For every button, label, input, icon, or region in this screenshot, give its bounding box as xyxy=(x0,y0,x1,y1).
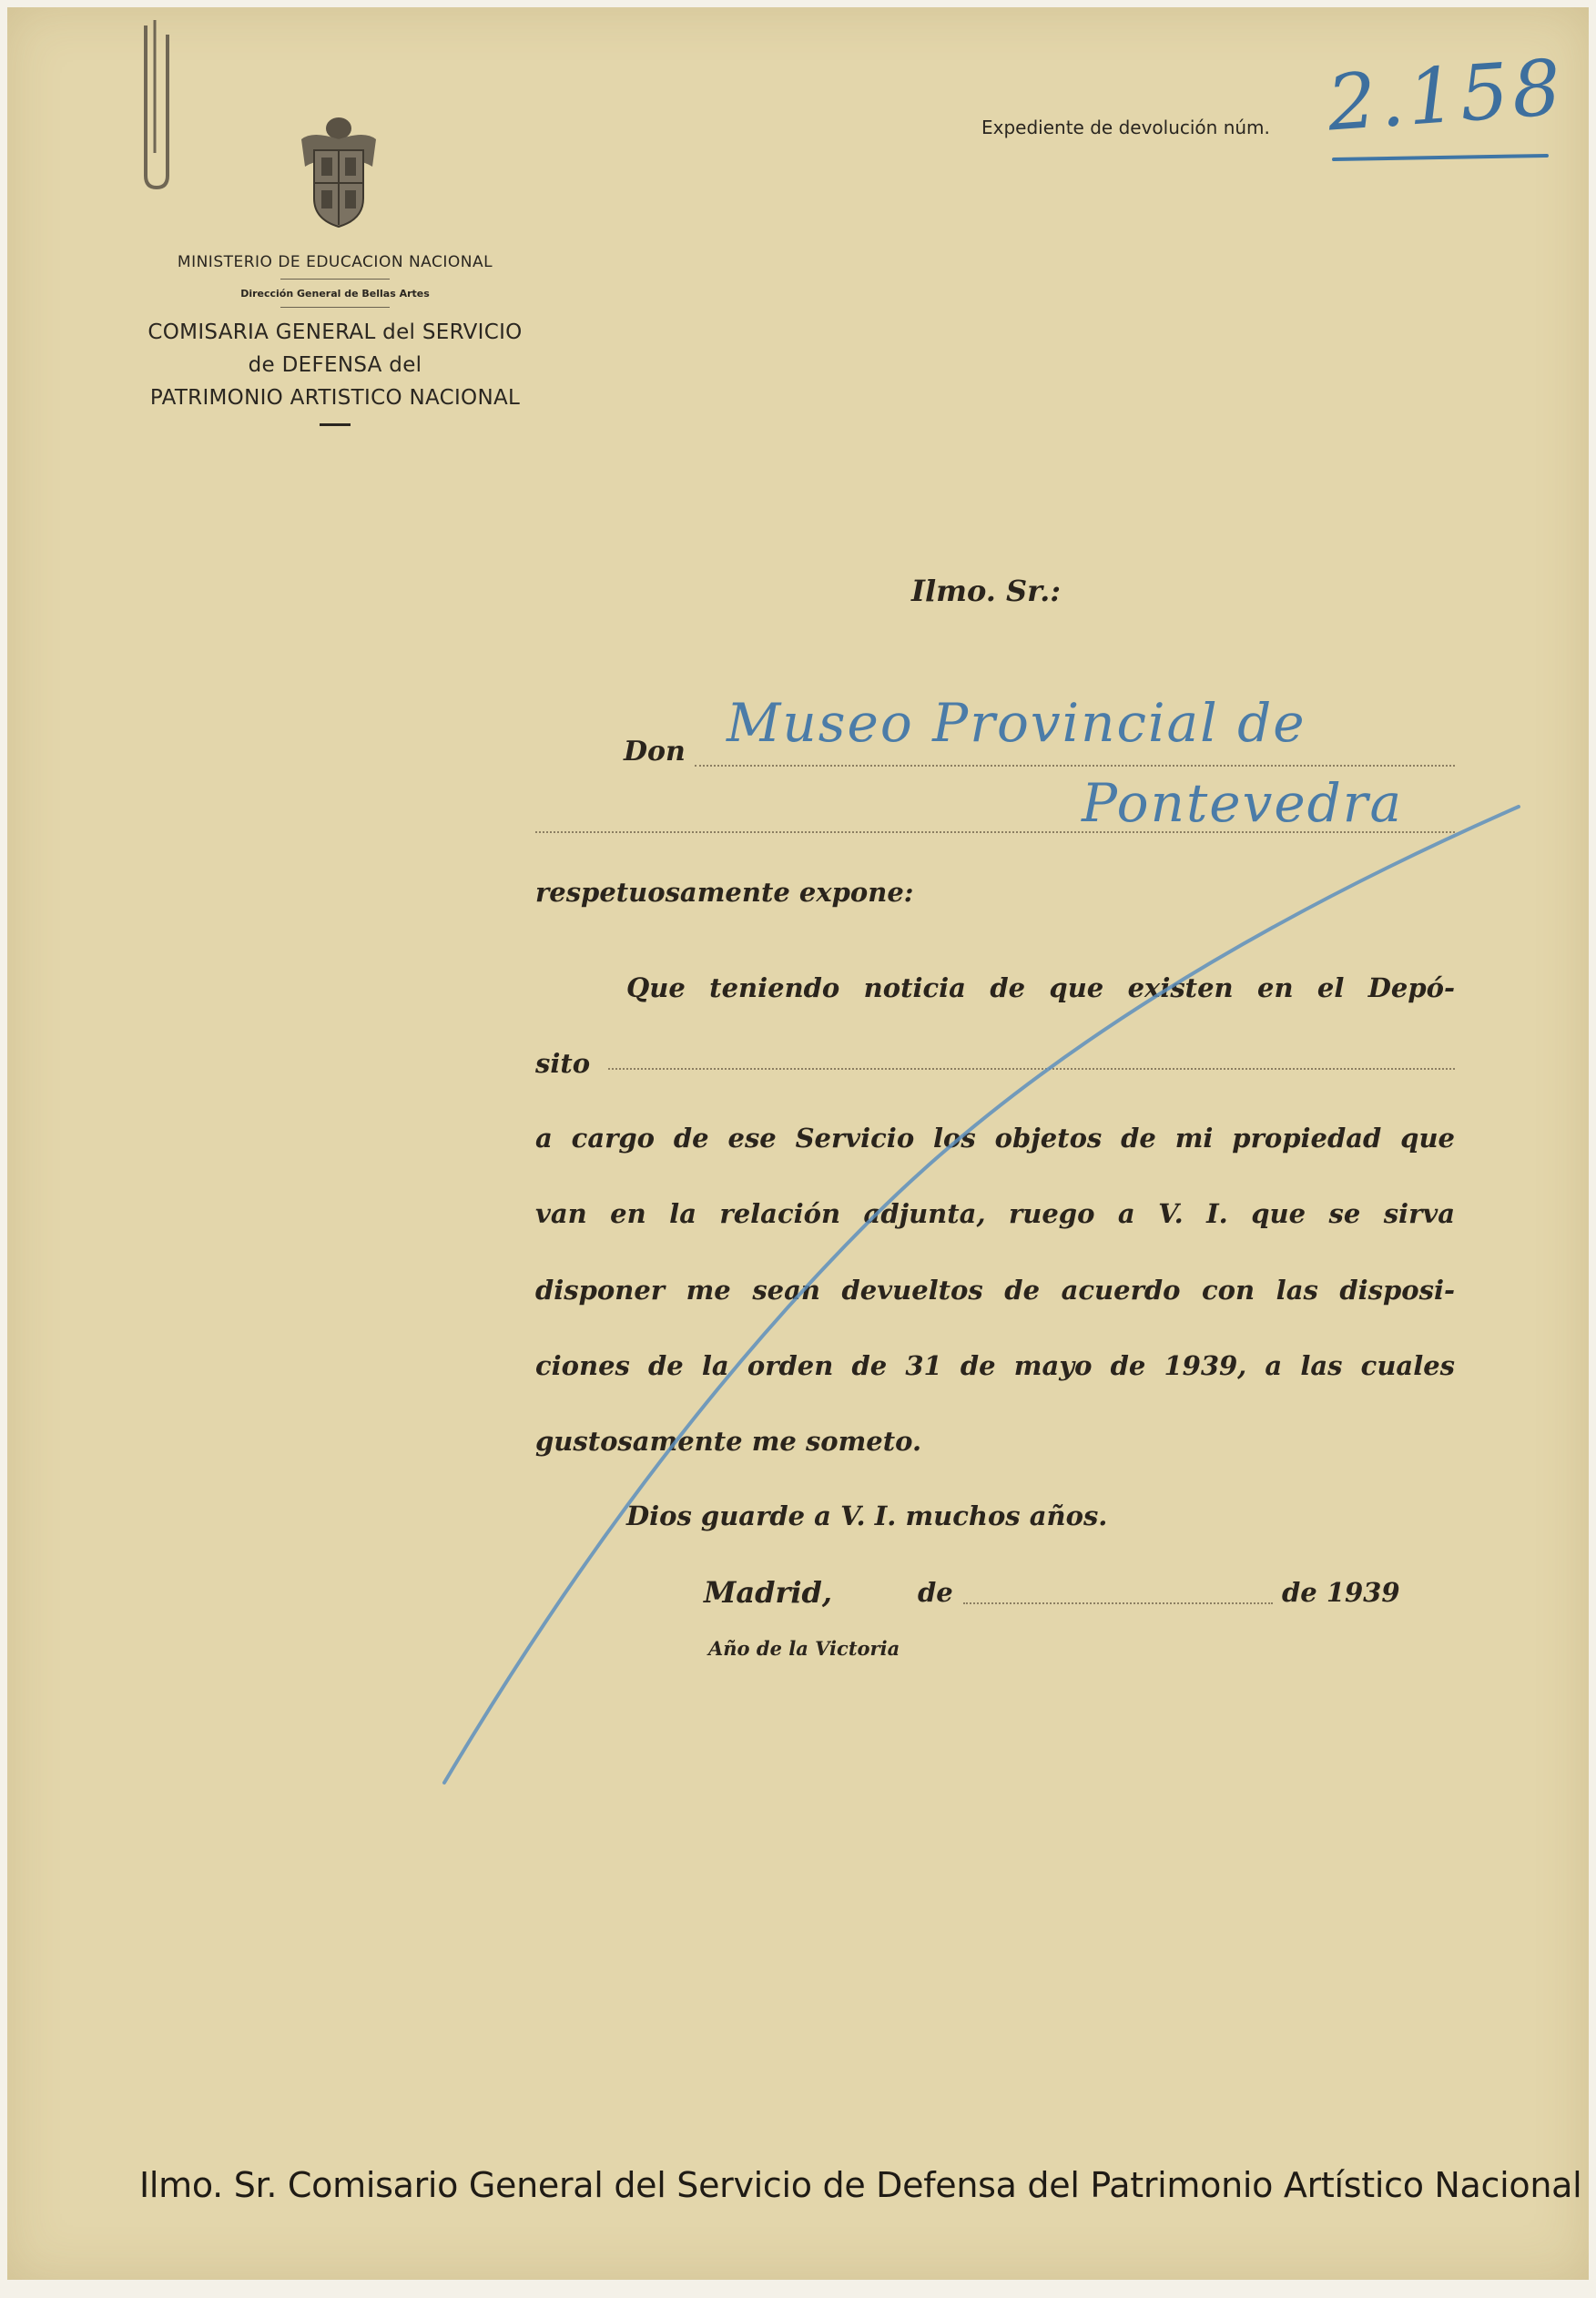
body-line-5: disponer me sean devueltos de acuerdo con las disposi- xyxy=(535,1275,1455,1306)
ministry-name: MINISTERIO DE EDUCACION NACIONAL xyxy=(177,253,493,271)
handwritten-applicant-line-1: Museo Provincial de xyxy=(727,692,1306,754)
direction-name: Dirección General de Bellas Artes xyxy=(240,288,430,300)
deposito-dotted-line xyxy=(608,1068,1455,1070)
comisaria-line-1: COMISARIA GENERAL del SERVICIO xyxy=(147,320,523,344)
ano-de-la-victoria: Año de la Victoria xyxy=(708,1637,900,1660)
expediente-label: Expediente de devolución núm. xyxy=(981,117,1270,138)
handwritten-applicant-line-2: Pontevedra xyxy=(1082,772,1404,834)
paperclip-icon xyxy=(135,16,178,189)
date-dotted-line xyxy=(963,1602,1273,1604)
letterhead-rule xyxy=(280,307,390,308)
letterhead xyxy=(126,253,544,426)
body-line-6: ciones de la orden de 31 de mayo de 1939, a las cuales xyxy=(535,1350,1455,1381)
document-page xyxy=(7,7,1589,2280)
body-line-1: Que teniendo noticia de que existen en el Depó- xyxy=(626,972,1455,1003)
date-year: de 1939 xyxy=(1282,1577,1400,1608)
date-de-1: de xyxy=(918,1577,953,1608)
don-dotted-line xyxy=(695,765,1455,767)
coat-of-arms-icon xyxy=(294,112,383,230)
footer-addressee: Ilmo. Sr. Comisario General del Servicio de Defensa del Patrimonio Artístico Nacional xyxy=(139,2165,1582,2205)
expediente-number: 2.158 xyxy=(1324,42,1568,148)
body-line-2: sito xyxy=(535,1048,591,1079)
expediente-underline xyxy=(1332,154,1549,161)
expone-text: respetuosamente expone: xyxy=(535,877,914,908)
salutation: Ilmo. Sr.: xyxy=(911,574,1062,608)
comisaria-line-3: PATRIMONIO ARTISTICO NACIONAL xyxy=(149,386,521,410)
body-line-3: a cargo de ese Servicio los objetos de mi propiedad que xyxy=(535,1123,1455,1154)
date-city: Madrid, xyxy=(704,1575,833,1610)
letterhead-rule xyxy=(280,279,390,280)
body-line-4: van en la relación adjunta, ruego a V. I. que se sirva xyxy=(535,1198,1455,1229)
don-label: Don xyxy=(624,736,686,768)
body-line-7: gustosamente me someto. xyxy=(535,1426,922,1457)
letterhead-dash xyxy=(320,423,351,426)
comisaria-line-2: de DEFENSA del xyxy=(248,353,422,377)
closing-text: Dios guarde a V. I. muchos años. xyxy=(626,1500,1108,1531)
